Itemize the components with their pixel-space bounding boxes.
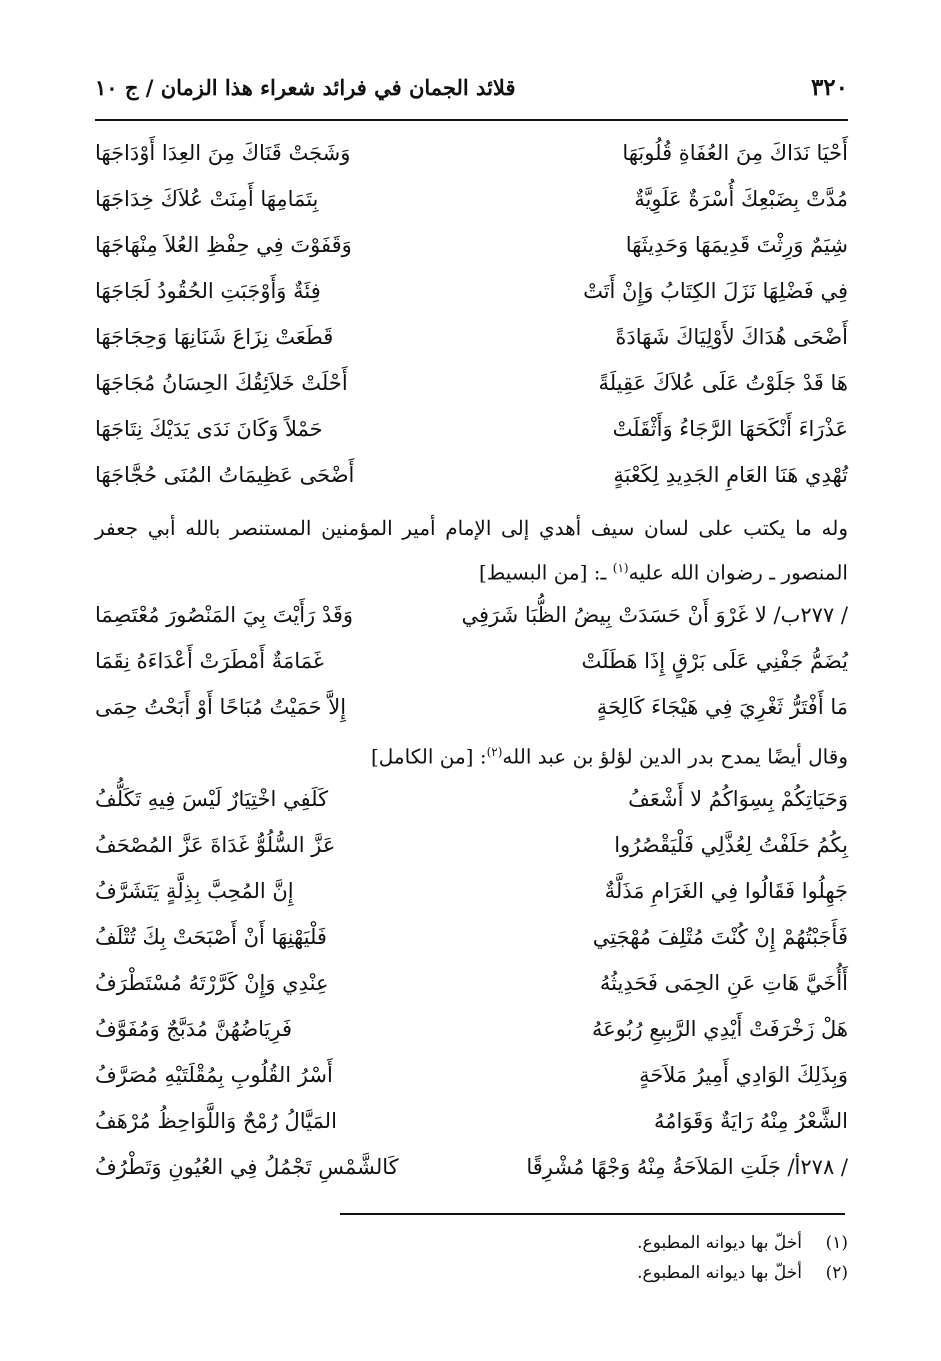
hemistich-right: يُضَمُّ جَفْنِي عَلَى بَرْقٍ إِذَا هَطَلَتْ	[581, 649, 848, 673]
hemistich-right: وَحَيَاتِكُمْ بِسِوَاكُمُ لا أَشْعَفُ	[628, 787, 848, 811]
footnote-ref[interactable]: (٢)	[486, 745, 503, 759]
verse	[95, 822, 848, 868]
footnote-number: (٢)	[825, 1263, 848, 1283]
poem-3	[95, 776, 848, 1190]
verse	[95, 360, 848, 406]
footnote-ref[interactable]: (١)	[612, 561, 629, 575]
verse	[95, 960, 848, 1006]
hemistich-right: فَأَجَبْتُهُمْ إِنْ كُنْتَ مُتْلِفَ مُهْجَتِي	[592, 925, 848, 949]
verse	[95, 1052, 848, 1098]
hemistich-right: جَهِلُوا فَقَالُوا فِي الغَرَامِ مَذَلَّةٌ	[604, 879, 848, 903]
hemistich-right: مَا أَفْتَرُّ ثَغْرِيَ فِي هَيْجَاءَ كَالِحَةٍ	[596, 695, 848, 719]
footnote-text: أخلّ بها ديوانه المطبوع.	[637, 1233, 802, 1253]
hemistich-left: قَطَعَتْ نِزَاعَ شَنَانِهَا وَحِجَاجَهَا	[95, 325, 334, 349]
hemistich-right: عَذْرَاءَ أَنْكَحَهَا الرَّجَاءُ وَأَثْقَلَتْ	[612, 417, 848, 441]
intro-text: وله ما يكتب على لسان سيف أهدي إلى الإمام أمير المؤمنين المستنصر بالله أبي جعفر المنصور ـ رضوان الله عليه	[95, 516, 849, 585]
meter-label: ـ: [من البسيط]	[479, 560, 613, 585]
header-rule	[95, 119, 848, 121]
footnote	[95, 1228, 848, 1258]
hemistich-right: أَضْحَى هُدَاكَ لأَوْلِيَاكَ شَهَادَةً	[615, 325, 848, 349]
hemistich-left: أَحْلَتْ خَلاَئِقُكَ الحِسَانُ مُجَاجَهَا	[95, 371, 348, 395]
hemistich-right: فِي فَضْلِهَا نَزَلَ الكِتَابُ وَإِنْ أَتَتْ	[583, 279, 848, 303]
hemistich-left: كَلَفِي اخْتِيَارٌ لَيْسَ فِيهِ تَكَلُّفُ	[95, 787, 329, 811]
running-title: قلائد الجمان في فرائد شعراء هذا الزمان / ج ١٠	[95, 74, 516, 100]
hemistich-right: شِيَمٌ وَرِثْتَ قَدِيمَهَا وَحَدِيثَهَا	[625, 233, 848, 257]
intro-paragraph-2	[95, 732, 848, 777]
hemistich-left: كَالشَّمْسِ تَجْمُلُ فِي العُيُونِ وَتَطْرُفُ	[95, 1155, 399, 1179]
hemistich-left: وَقَفَوْتَ فِي حِفْظِ العُلاَ مِنْهَاجَهَا	[95, 233, 352, 257]
footnote-text: أخلّ بها ديوانه المطبوع.	[637, 1263, 802, 1283]
hemistich-left: فِئَةٌ وَأَوْجَبَتِ الحُقُودُ لَجَاجَهَا	[95, 279, 321, 303]
intro-paragraph-1	[95, 508, 848, 593]
meter-label: : [من الكامل]	[370, 744, 487, 769]
hemistich-left: أَسْرُ القُلُوبِ بِمُقْلَتَيْهِ مُصَرَّفُ	[95, 1063, 333, 1087]
verse	[95, 684, 848, 730]
hemistich-left: وَقَدْ رَأَيْتَ بِيَ المَنْصُورَ مُعْتَصِمَا	[95, 603, 354, 627]
verse	[95, 406, 848, 452]
hemistich-right: تُهْدِي هَنَا العَامِ الجَدِيدِ لِكَعْبَةٍ	[613, 463, 848, 487]
hemistich-right: الشَّعْرُ مِنْهُ رَايَةٌ وَقَوَامُهُ	[653, 1109, 848, 1133]
hemistich-left: فَلْيَهْنِهَا أَنْ أَصْبَحَتْ بِكَ تُتْلَفُ	[95, 925, 327, 949]
hemistich-left: عَزَّ السُّلُوُّ غَدَاةَ عَزَّ المُصْحَفُ	[95, 833, 336, 857]
hemistich-right: / ٢٧٨أ/ جَلَتِ المَلاَحَةُ مِنْهُ وَجْهًا مُشْرِقًا	[526, 1155, 848, 1179]
hemistich-right: أَحْيَا نَدَاكَ مِنَ العُفَاةِ قُلُوبَهَا	[622, 141, 848, 165]
hemistich-right: هَلْ زَخْرَفَتْ أَيْدِي الرَّبِيعِ رُبُوعَهُ	[592, 1017, 848, 1041]
hemistich-right: / ٢٧٧ب/ لا غَرْوَ أَنْ حَسَدَتْ بِيضُ الظُّبَا شَرَفِي	[461, 603, 848, 627]
verse	[95, 176, 848, 222]
footnote	[95, 1258, 848, 1288]
verse	[95, 268, 848, 314]
verse	[95, 914, 848, 960]
verse	[95, 1006, 848, 1052]
verse	[95, 776, 848, 822]
hemistich-right: هَا قَدْ جَلَوْتُ عَلَى عُلاَكَ عَقِيلَةً	[598, 371, 848, 395]
hemistich-right: بِكُمُ حَلَفْتُ لِعُذَّلِي فَلْيَقْصُرُوا	[614, 833, 848, 857]
hemistich-right: أَأُخَيَّ هَاتِ عَنِ الحِمَى فَحَدِيثُهُ	[599, 971, 848, 995]
footnote-number: (١)	[825, 1233, 848, 1253]
page-number: ٣٢٠	[810, 73, 848, 101]
running-header	[95, 70, 848, 104]
poem-2	[95, 592, 848, 730]
intro-text: وقال أيضًا يمدح بدر الدين لؤلؤ بن عبد الله	[502, 744, 848, 769]
hemistich-left: فَرِيَاضُهُنَّ مُدَبَّجٌ وَمُفَوَّفُ	[95, 1017, 293, 1041]
poem-1	[95, 130, 848, 498]
hemistich-left: إِنَّ المُحِبَّ بِذِلَّةٍ يَتَشَرَّفُ	[95, 879, 294, 903]
verse	[95, 638, 848, 684]
verse	[95, 452, 848, 498]
verse	[95, 222, 848, 268]
hemistich-left: أَضْحَى عَظِيمَاتُ المُنَى حُجَّاجَهَا	[95, 463, 355, 487]
footnote-rule	[340, 1213, 845, 1215]
verse	[95, 592, 848, 638]
hemistich-right: وَبِذَلِكَ الوَادِي أَمِيرُ مَلاَحَةٍ	[639, 1063, 848, 1087]
hemistich-left: وَشَجَتْ قَنَاكَ مِنَ العِدَا أَوْدَاجَهَا	[95, 141, 351, 165]
hemistich-left: المَيَّالُ رُمْحٌ وَاللَّوَاحِظُ مُرْهَفُ	[95, 1109, 337, 1133]
hemistich-left: عِنْدِي وَإِنْ كَرَّرْتَهُ مُسْتَطْرَفُ	[95, 971, 329, 995]
hemistich-left: إِلاَّ حَمَيْتُ مُبَاحًا أَوْ أَبَحْتُ حِمَى	[95, 695, 347, 719]
hemistich-left: غَمَامَةٌ أَمْطَرَتْ أَعْدَاءَهُ نِقَمَا	[95, 649, 324, 673]
verse	[95, 1098, 848, 1144]
footnotes	[95, 1228, 848, 1288]
verse	[95, 314, 848, 360]
verse	[95, 1144, 848, 1190]
hemistich-right: مُدَّتْ بِضَبْعِكَ أُسْرَةٌ عَلَوِيَّةٌ	[634, 187, 848, 211]
verse	[95, 868, 848, 914]
hemistich-left: حَمْلاً وَكَانَ نَدَى يَدَيْكَ نِتَاجَهَا	[95, 417, 323, 441]
hemistich-left: بِتَمَامِهَا أَمِنَتْ عُلاَكَ خِدَاجَهَا	[95, 187, 319, 211]
verse	[95, 130, 848, 176]
